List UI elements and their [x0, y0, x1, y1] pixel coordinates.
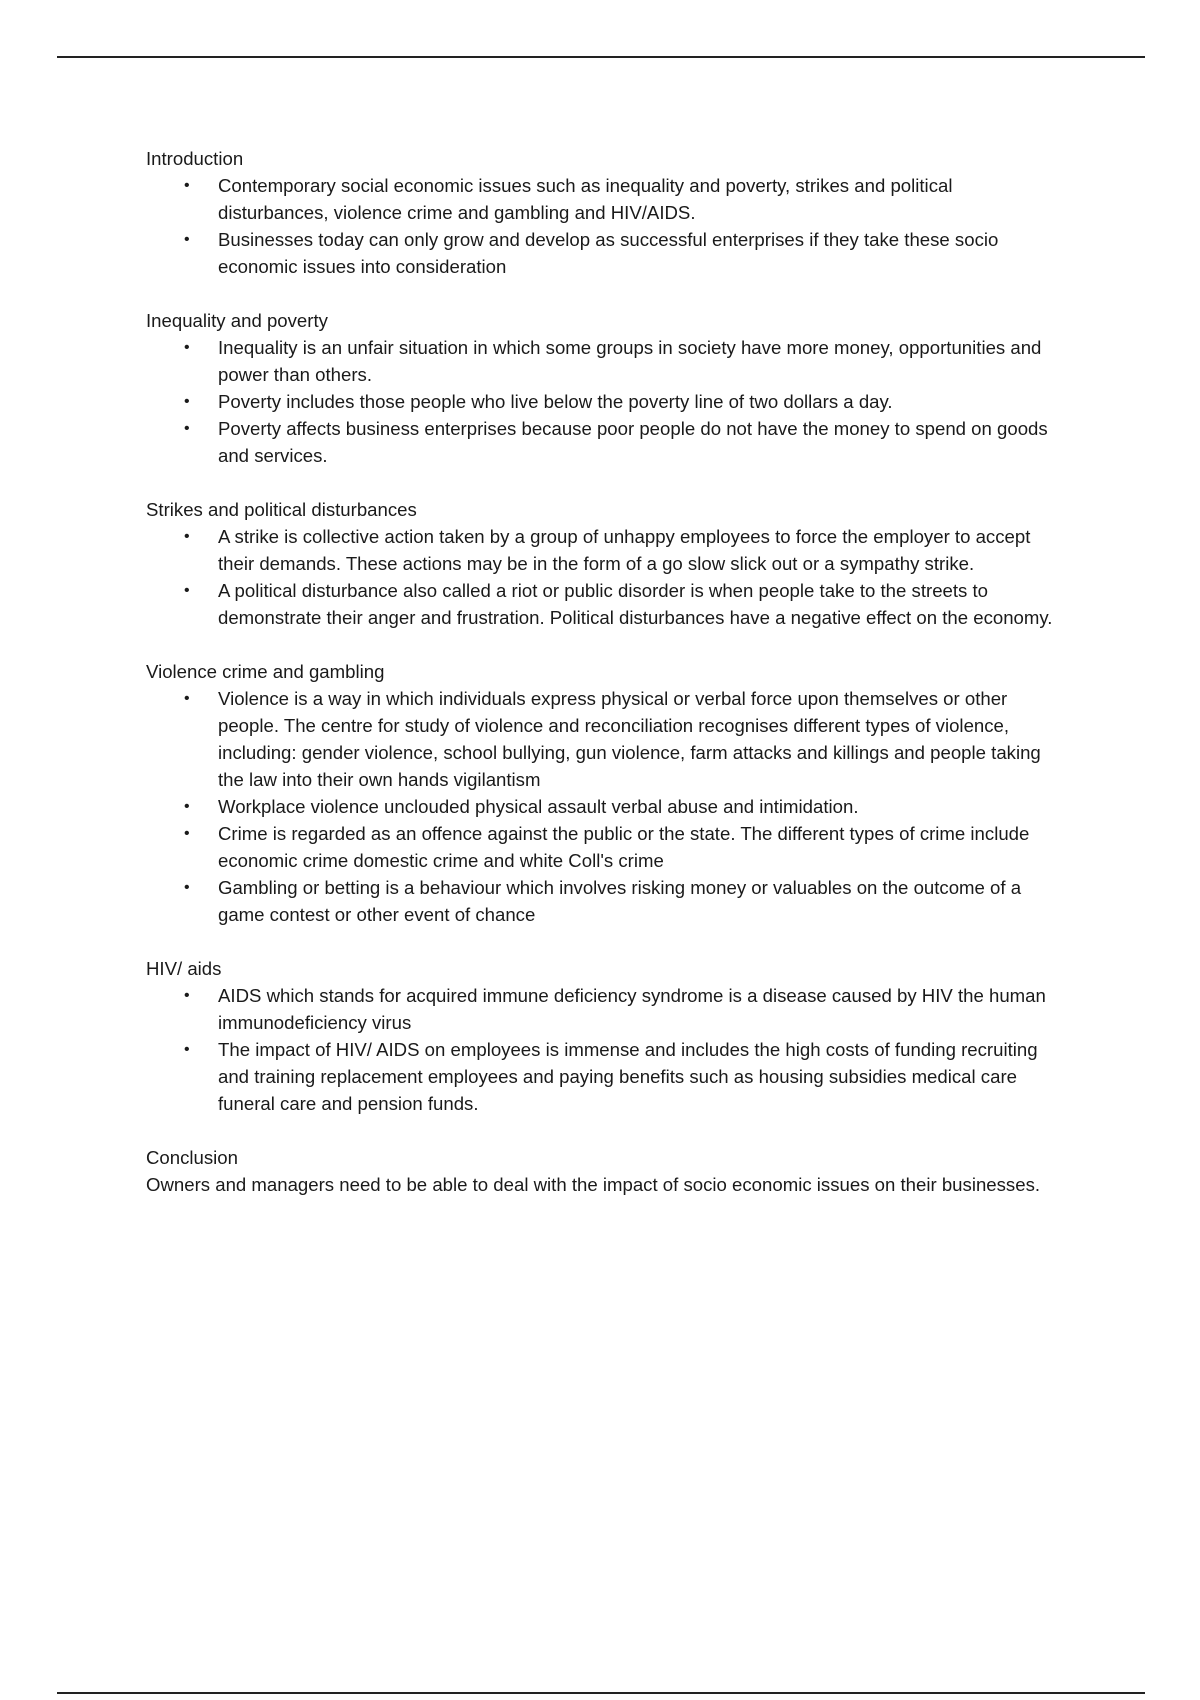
- bullet-icon: •: [184, 339, 190, 356]
- list-item: [146, 1036, 1066, 1117]
- section-strikes: [146, 496, 1066, 631]
- list-item-text: Poverty affects business enterprises because poor people do not have the money to spend on goods and services.: [218, 418, 1048, 466]
- list-item-text: A strike is collective action taken by a group of unhappy employees to force the employer to accept their demands. These actions may be in the form of a go slow slick out or a sympathy strike.: [218, 526, 1031, 574]
- page-footer-rule: [57, 1692, 1145, 1694]
- section-heading: Inequality and poverty: [146, 310, 328, 331]
- list-item: [146, 334, 1066, 388]
- bullet-icon: •: [184, 177, 190, 194]
- bullet-list: [146, 172, 1066, 280]
- bullet-icon: •: [184, 1041, 190, 1058]
- list-item-text: Crime is regarded as an offence against the public or the state. The different types of crime include economic crime domestic crime and white Coll's crime: [218, 823, 1030, 871]
- bullet-list: [146, 334, 1066, 469]
- bullet-list: [146, 982, 1066, 1117]
- bullet-icon: •: [184, 987, 190, 1004]
- list-item: [146, 388, 1066, 415]
- section-hiv-aids: [146, 955, 1066, 1117]
- bullet-icon: •: [184, 582, 190, 599]
- bullet-icon: •: [184, 690, 190, 707]
- list-item: [146, 172, 1066, 226]
- bullet-icon: •: [184, 231, 190, 248]
- bullet-icon: •: [184, 798, 190, 815]
- section-heading: Strikes and political disturbances: [146, 499, 417, 520]
- section-conclusion: [146, 1144, 1066, 1198]
- bullet-icon: •: [184, 393, 190, 410]
- list-item-text: Contemporary social economic issues such as inequality and poverty, strikes and political disturbances, violence crime and gambling and HIV/AIDS.: [218, 175, 953, 223]
- list-item-text: Poverty includes those people who live below the poverty line of two dollars a day.: [218, 391, 893, 412]
- list-item-text: Gambling or betting is a behaviour which involves risking money or valuables on the outcome of a game contest or other event of chance: [218, 877, 1022, 925]
- list-item: [146, 685, 1066, 793]
- list-item: [146, 577, 1066, 631]
- list-item: [146, 982, 1066, 1036]
- bullet-list: [146, 685, 1066, 928]
- list-item-text: AIDS which stands for acquired immune deficiency syndrome is a disease caused by HIV the human immunodeficiency virus: [218, 985, 1046, 1033]
- section-introduction: [146, 145, 1066, 280]
- list-item: [146, 226, 1066, 280]
- conclusion-text: Owners and managers need to be able to deal with the impact of socio economic issues on their businesses.: [146, 1174, 1041, 1195]
- list-item-text: Businesses today can only grow and develop as successful enterprises if they take these socio economic issues into consideration: [218, 229, 999, 277]
- bullet-icon: •: [184, 879, 190, 896]
- section-heading: Introduction: [146, 148, 244, 169]
- bullet-list: [146, 523, 1066, 631]
- page-header-rule: [57, 56, 1145, 58]
- list-item-text: A political disturbance also called a riot or public disorder is when people take to the streets to demonstrate their anger and frustration. Political disturbances have a negative effect on the economy.: [218, 580, 1053, 628]
- list-item: [146, 793, 1066, 820]
- section-heading: HIV/ aids: [146, 958, 222, 979]
- list-item-text: The impact of HIV/ AIDS on employees is immense and includes the high costs of funding recruiting and training replacement employees and paying benefits such as housing subsidies medical care funeral care and pension funds.: [218, 1039, 1038, 1114]
- list-item-text: Inequality is an unfair situation in which some groups in society have more money, opportunities and power than others.: [218, 337, 1042, 385]
- section-violence-crime: [146, 658, 1066, 928]
- list-item-text: Violence is a way in which individuals express physical or verbal force upon themselves or other people. The centre for study of violence and reconciliation recognises different types of violence, including: gender violence, school bullying, gun violence, farm attacks and killings and people taking the law into their own hands vigilantism: [218, 688, 1041, 790]
- list-item: [146, 523, 1066, 577]
- bullet-icon: •: [184, 420, 190, 437]
- section-heading: Violence crime and gambling: [146, 661, 385, 682]
- list-item: [146, 820, 1066, 874]
- bullet-icon: •: [184, 825, 190, 842]
- list-item-text: Workplace violence unclouded physical assault verbal abuse and intimidation.: [218, 796, 859, 817]
- document-body: [146, 145, 1066, 1225]
- section-heading: Conclusion: [146, 1147, 238, 1168]
- section-inequality-poverty: [146, 307, 1066, 469]
- list-item: [146, 874, 1066, 928]
- bullet-icon: •: [184, 528, 190, 545]
- list-item: [146, 415, 1066, 469]
